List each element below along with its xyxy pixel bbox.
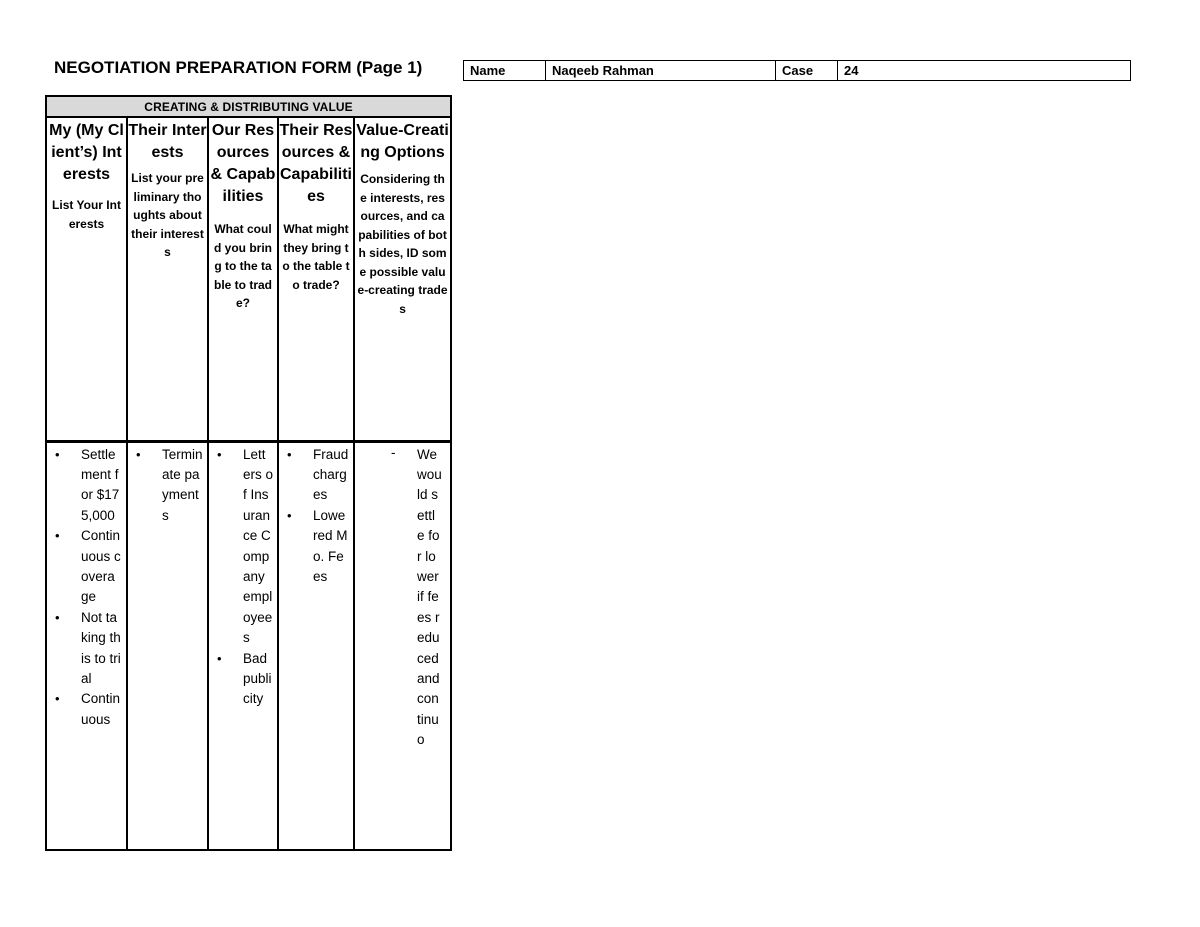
list-item: • Terminate payments — [128, 445, 207, 527]
list-item: • Settlement for $175,000 — [47, 445, 126, 527]
form-title: NEGOTIATION PREPARATION FORM (Page 1) — [54, 58, 423, 77]
list-item: • Bad publicity — [209, 649, 277, 710]
column-heading: Value-Creating Options — [356, 122, 449, 161]
column-their-resources — [278, 117, 354, 441]
column-my-interests — [46, 117, 127, 441]
column-heading: Their Interests — [128, 122, 207, 161]
value-option-text: We would settle for lower if fees reduced and continuo — [417, 446, 442, 748]
column-subtitle: What might they bring to the table to trade? — [282, 222, 350, 292]
column-subtitle: What could you bring to the table to trade? — [213, 222, 272, 310]
info-table — [463, 60, 1131, 81]
column-heading: Our Resources & Capabilities — [210, 122, 276, 205]
section-title: CREATING & DISTRIBUTING VALUE — [46, 96, 451, 117]
case-label: Case — [776, 61, 838, 81]
name-field[interactable]: Naqeeb Rahman — [546, 61, 776, 81]
case-field[interactable]: 24 — [838, 61, 1131, 81]
list-item: • Letters of Insurance Company employees — [209, 445, 277, 649]
column-subtitle: Considering the interests, resources, and capabilities of both sides, ID some possible value-creating trades — [357, 172, 448, 316]
list-item: • Fraud charges — [279, 445, 353, 506]
list-item: • Continuous coverage — [47, 526, 126, 608]
my-interests-cell[interactable] — [46, 441, 127, 850]
list-item: • Continuous — [47, 689, 126, 730]
value-options-cell[interactable] — [354, 441, 451, 850]
column-heading: Their Resources & Capabilities — [279, 122, 353, 205]
list-item: • Lowered Mo. Fees — [279, 506, 353, 588]
column-their-interests — [127, 117, 208, 441]
column-subtitle: List Your Interests — [52, 198, 121, 231]
their-resources-cell[interactable] — [278, 441, 354, 850]
list-item: • Not taking this to trial — [47, 608, 126, 690]
dash-marker: - — [391, 444, 396, 460]
column-subtitle: List your preliminary thoughts about their interests — [131, 171, 204, 259]
list-item — [355, 443, 450, 751]
column-our-resources — [208, 117, 278, 441]
their-interests-cell[interactable] — [127, 441, 208, 850]
our-resources-cell[interactable] — [208, 441, 278, 850]
column-heading: My (My Client’s) Interests — [49, 122, 124, 183]
name-label: Name — [464, 61, 546, 81]
value-table — [45, 95, 452, 851]
column-value-options — [354, 117, 451, 441]
